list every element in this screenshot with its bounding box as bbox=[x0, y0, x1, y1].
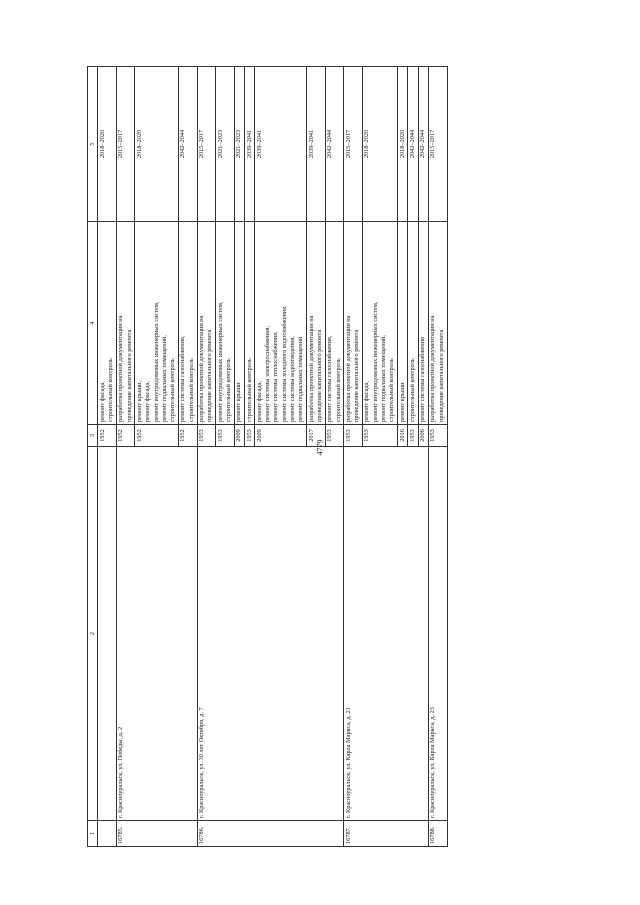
work-line: ремонт фасада, bbox=[363, 381, 371, 422]
work-line: строительный контроль bbox=[334, 358, 342, 422]
period-cell: 2018–2020 bbox=[98, 67, 117, 222]
work-line: ремонт фасада, bbox=[144, 381, 152, 422]
year-cell: 1953 bbox=[325, 425, 344, 447]
work-line: строительный контроль bbox=[245, 358, 253, 422]
work-line: ремонт подвальных помещений bbox=[297, 336, 305, 422]
works-cell bbox=[418, 222, 428, 425]
works-cell bbox=[362, 222, 397, 425]
table-row bbox=[116, 67, 135, 847]
year-cell: 1953 bbox=[428, 425, 447, 447]
header-col-3: 3 bbox=[88, 425, 98, 447]
repair-schedule-table bbox=[87, 66, 448, 847]
table-row bbox=[344, 67, 363, 847]
header-col-1: 1 bbox=[88, 821, 98, 847]
work-line: строительный контроль bbox=[408, 358, 416, 422]
work-line: проведение капитального ремонта bbox=[125, 329, 133, 422]
work-line: ремонт системы газоснабжения bbox=[419, 337, 427, 422]
period-cell: 2018–2020 bbox=[362, 67, 397, 222]
work-line: ремонт внутридомовых инженерных систем, bbox=[152, 301, 160, 422]
work-line: ремонт системы водоотведения, bbox=[289, 336, 297, 422]
works-cell bbox=[398, 222, 408, 425]
work-line: разработка проектной документации на bbox=[117, 315, 125, 422]
year-cell: 1952 bbox=[116, 425, 135, 447]
table-row bbox=[98, 67, 117, 847]
row-number: 16787. bbox=[344, 821, 429, 847]
period-cell: 2039–2041 bbox=[255, 67, 307, 222]
table-body bbox=[98, 67, 447, 847]
table-row bbox=[428, 67, 447, 847]
work-line: ремонт фасада, bbox=[255, 381, 263, 422]
year-cell: 1953 bbox=[216, 425, 235, 447]
year-cell: 2017 bbox=[307, 425, 326, 447]
work-line: ремонт подвальных помещений, bbox=[160, 335, 168, 422]
works-cell bbox=[307, 222, 326, 425]
row-number: 16786. bbox=[197, 821, 344, 847]
rotated-table-container bbox=[87, 67, 566, 847]
period-cell: 2015–2017 bbox=[116, 67, 135, 222]
works-cell bbox=[234, 222, 244, 425]
period-cell: 2042–2044 bbox=[408, 67, 418, 222]
work-line: строительный контроль bbox=[388, 358, 396, 422]
period-cell: 2015–2017 bbox=[344, 67, 363, 222]
building-address: г. Красноуральск, ул. 30 лет Октября, д. 7 bbox=[197, 447, 344, 821]
period-cell: 2042–2044 bbox=[418, 67, 428, 222]
row-number: 16785. bbox=[116, 821, 197, 847]
year-cell: 2016 bbox=[398, 425, 408, 447]
year-cell: 1953 bbox=[362, 425, 397, 447]
work-line: строительный контроль bbox=[169, 358, 177, 422]
row-number bbox=[98, 821, 117, 847]
header-col-2: 2 bbox=[88, 447, 98, 821]
work-line: строительный контроль bbox=[107, 358, 115, 422]
works-cell bbox=[116, 222, 135, 425]
building-address: г. Красноуральск, ул. Карла Маркса, д. 21 bbox=[344, 447, 429, 821]
work-line: проведение капитального ремонта bbox=[353, 329, 361, 422]
year-cell: 2006 bbox=[418, 425, 428, 447]
building-address: г. Красноуральск, ул. Победы, д. 2 bbox=[116, 447, 197, 821]
header-col-4: 4 bbox=[88, 222, 98, 425]
header-col-5: 5 bbox=[88, 67, 98, 222]
period-cell: 2021–2023 bbox=[216, 67, 235, 222]
work-line: ремонт внутридомовых инженерных систем, bbox=[216, 301, 224, 422]
work-line: ремонт подвальных помещений, bbox=[380, 335, 387, 422]
period-cell: 2015–2017 bbox=[197, 67, 216, 222]
work-line: ремонт крыши bbox=[235, 382, 243, 422]
work-line: ремонт фасада, bbox=[98, 381, 106, 422]
work-line: ремонт системы газоснабжения, bbox=[326, 335, 334, 422]
period-cell: 2018–2020 bbox=[398, 67, 408, 222]
period-cell: 2039–2041 bbox=[245, 67, 255, 222]
works-cell bbox=[197, 222, 216, 425]
works-cell bbox=[408, 222, 418, 425]
period-cell: 2039–2041 bbox=[307, 67, 326, 222]
work-line: разработка проектной документации на bbox=[198, 315, 206, 422]
table-row bbox=[197, 67, 216, 847]
work-line: ремонт крыши bbox=[398, 382, 406, 422]
works-cell bbox=[325, 222, 344, 425]
works-cell bbox=[428, 222, 447, 425]
works-cell bbox=[216, 222, 235, 425]
work-line: ремонт системы теплоснабжения, bbox=[272, 331, 280, 422]
building-address: г. Красноуральск, ул. Карла Маркса, д. 23 bbox=[428, 447, 447, 821]
period-cell: 2042–2044 bbox=[325, 67, 344, 222]
work-line: строительный контроль bbox=[187, 358, 195, 422]
work-line: ремонт крыши, bbox=[135, 380, 143, 422]
work-line: разработка проектной документации на bbox=[307, 315, 315, 422]
work-line: разработка проектной документации на bbox=[429, 315, 437, 422]
work-line: разработка проектной документации на bbox=[344, 315, 352, 422]
work-line: проведение капитального ремонта bbox=[437, 329, 445, 422]
works-cell bbox=[135, 222, 178, 425]
period-cell: 2018–2020 bbox=[135, 67, 178, 222]
year-cell: 1952 bbox=[178, 425, 197, 447]
works-cell bbox=[344, 222, 363, 425]
year-cell: 1953 bbox=[197, 425, 216, 447]
work-line: ремонт внутридомовых инженерных систем, bbox=[371, 301, 379, 422]
work-line: строительный контроль bbox=[224, 358, 232, 422]
work-line: проведение капитального ремонта bbox=[206, 329, 214, 422]
works-cell bbox=[255, 222, 307, 425]
row-number: 16788. bbox=[428, 821, 447, 847]
year-cell: 1953 bbox=[245, 425, 255, 447]
year-cell: 1953 bbox=[408, 425, 418, 447]
header-row bbox=[88, 67, 98, 847]
work-line: ремонт системы газоснабжения, bbox=[179, 335, 187, 422]
works-cell bbox=[98, 222, 117, 425]
works-cell bbox=[178, 222, 197, 425]
page-number: 4779 bbox=[315, 439, 325, 456]
period-cell: 2021–2023 bbox=[234, 67, 244, 222]
year-cell: 2009 bbox=[234, 425, 244, 447]
period-cell: 2015–2017 bbox=[428, 67, 447, 222]
year-cell: 1952 bbox=[98, 425, 117, 447]
year-cell: 1952 bbox=[135, 425, 178, 447]
work-line: ремонт системы холодного водоснабжения, bbox=[280, 305, 288, 422]
year-cell: 1953 bbox=[344, 425, 363, 447]
works-cell bbox=[245, 222, 255, 425]
year-cell: 2009 bbox=[255, 425, 307, 447]
period-cell: 2042–2044 bbox=[178, 67, 197, 222]
building-address bbox=[98, 447, 117, 821]
work-line: ремонт системы электроснабжения, bbox=[264, 325, 272, 422]
work-line: проведение капитального ремонта bbox=[315, 329, 323, 422]
